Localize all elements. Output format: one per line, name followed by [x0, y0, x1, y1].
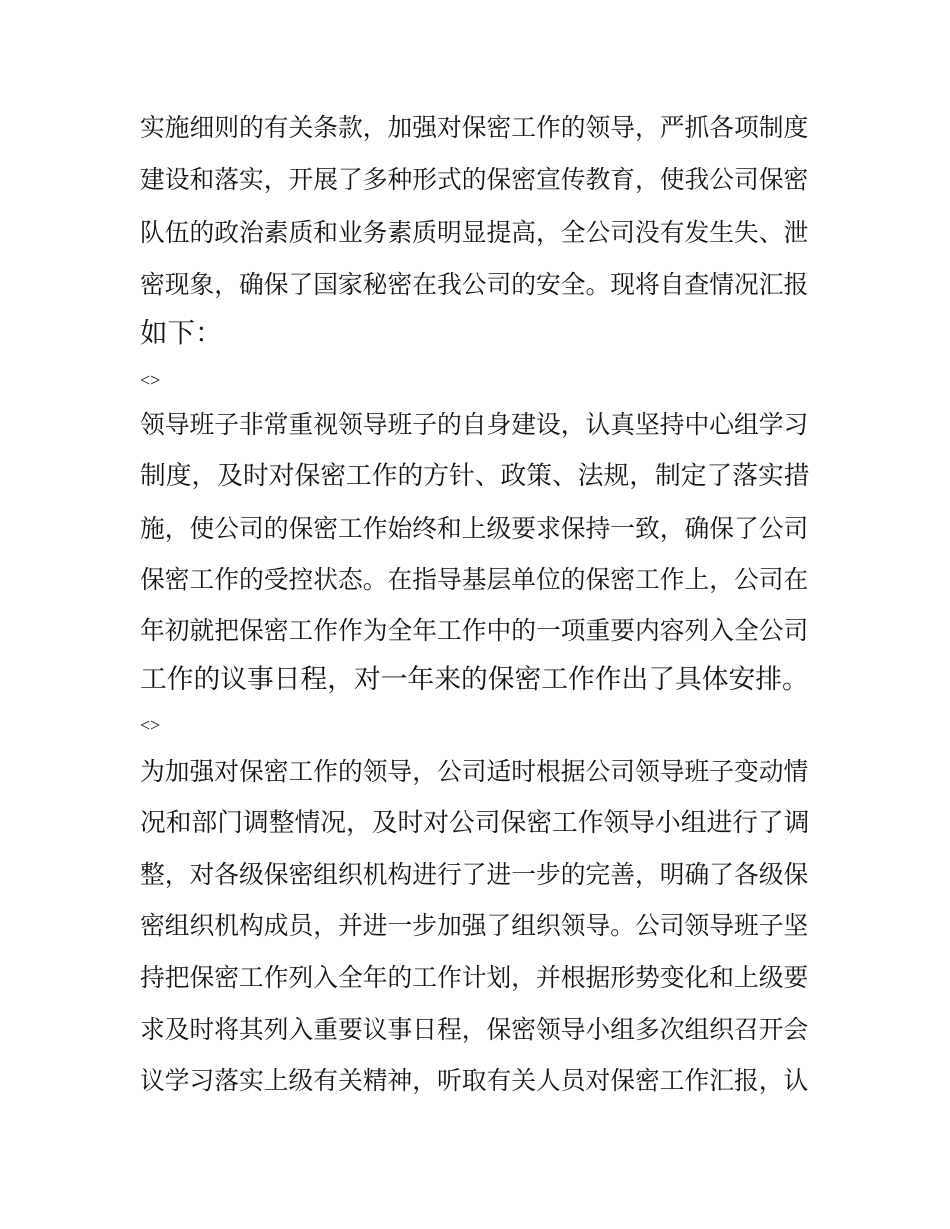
paragraph-2-line-3: 施，使公司的保密工作始终和上级要求保持一致，确保了公司: [140, 514, 809, 543]
paragraph-1-line-4: 密现象，确保了国家秘密在我公司的安全。现将自查情况汇报: [140, 270, 809, 299]
paragraph-2-line-5: 年初就把保密工作作为全年工作中的一项重要内容列入全公司: [140, 616, 809, 645]
paragraph-3-line-7: 议学习落实上级有关精神，听取有关人员对保密工作汇报，认: [140, 1066, 809, 1095]
paragraph-1-line-2: 建设和落实，开展了多种形式的保密宣传教育，使我公司保密: [140, 165, 809, 194]
paragraph-1-line-5: 如下：: [140, 317, 223, 349]
paragraph-2-line-2: 制度，及时对保密工作的方针、政策、法规，制定了落实措: [140, 461, 810, 491]
paragraph-2-line-6: 工作的议事日程，对一年来的保密工作作出了具体安排。: [140, 664, 809, 695]
paragraph-3-line-5: 持把保密工作列入全年的工作计划，并根据形势变化和上级要: [140, 963, 809, 992]
paragraph-3-line-3: 整，对各级保密组织机构进行了进一步的完善，明确了各级保: [140, 860, 809, 889]
paragraph-3-line-6: 求及时将其列入重要议事日程，保密领导小组多次组织召开会: [140, 1015, 809, 1044]
paragraph-3-line-1: 为加强对保密工作的领导，公司适时根据公司领导班子变动情: [140, 757, 809, 786]
paragraph-3-line-4: 密组织机构成员，并进一步加强了组织领导。公司领导班子坚: [140, 911, 809, 940]
paragraph-1-line-1: 实施细则的有关条款，加强对保密工作的领导，严抓各项制度: [140, 113, 809, 142]
paragraph-1-line-3: 队伍的政治素质和业务素质明显提高，全公司没有发生失、泄: [140, 218, 809, 247]
paragraph-2-line-4: 保密工作的受控状态。在指导基层单位的保密工作上，公司在: [140, 565, 809, 594]
paragraph-3-line-2: 况和部门调整情况，及时对公司保密工作领导小组进行了调: [140, 808, 810, 838]
paragraph-2-line-1: 领导班子非常重视领导班子的自身建设，认真坚持中心组学习: [140, 410, 809, 439]
section-marker-1: <>: [140, 370, 161, 390]
section-marker-2: <>: [140, 715, 161, 735]
